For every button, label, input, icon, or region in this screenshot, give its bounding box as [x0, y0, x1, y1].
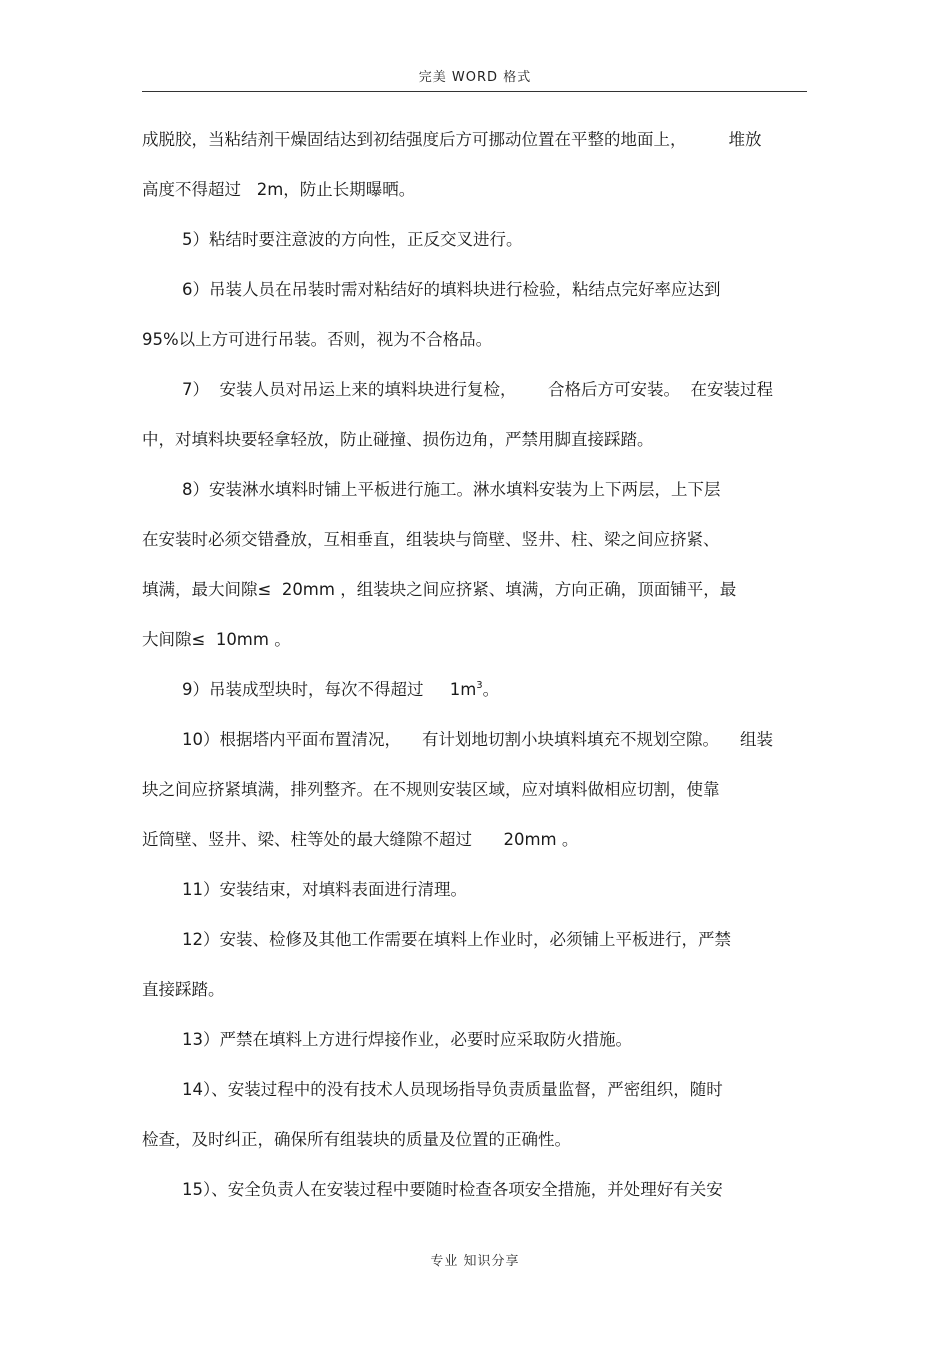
body-line-19: 13）严禁在填料上方进行焊接作业，必要时应采取防火措施。 [182, 1030, 632, 1049]
body-line-17: 12）安装、检修及其他工作需要在填料上作业时，必须铺上平板进行，严禁 [182, 930, 731, 949]
body-line-18: 直接踩踏。 [142, 980, 225, 999]
body-line-09: 在安装时必须交错叠放，互相垂直，组装块与筒壁、竖井、柱、梁之间应挤紧、 [142, 530, 720, 549]
body-line-06: 7） 安装人员对吊运上来的填料块进行复检， 合格后方可安装。 在安装过程 [182, 380, 773, 399]
body-line-22: 15）、安全负责人在安装过程中要随时检查各项安全措施，并处理好有关安 [182, 1180, 723, 1199]
body-line-10: 填满，最大间隙≤ 20mm ，组装块之间应挤紧、填满，方向正确，顶面铺平，最 [142, 580, 737, 599]
body-line-04: 6）吊装人员在吊装时需对粘结好的填料块进行检验，粘结点完好率应达到 [182, 280, 721, 299]
body-line-16: 11）安装结束，对填料表面进行清理。 [182, 880, 467, 899]
page-footer: 专业 知识分享 [430, 1254, 520, 1269]
body-line-03: 5）粘结时要注意波的方向性，正反交叉进行。 [182, 230, 523, 249]
body-line-08: 8）安装淋水填料时铺上平板进行施工。淋水填料安装为上下两层，上下层 [182, 480, 721, 499]
body-line-07: 中，对填料块要轻拿轻放，防止碰撞、损伤边角，严禁用脚直接踩踏。 [142, 430, 654, 449]
body-line-21: 检查，及时纠正，确保所有组装块的质量及位置的正确性。 [142, 1130, 571, 1149]
body-line-11: 大间隙≤ 10mm 。 [142, 630, 291, 649]
body-line-02: 高度不得超过 2m，防止长期曝晒。 [142, 180, 416, 199]
page-header: 完美 WORD 格式 [418, 70, 532, 85]
body-line-13: 10）根据塔内平面布置清况， 有计划地切割小块填料填充不规划空隙。 组装 [182, 730, 773, 749]
body-line-01: 成脱胶，当粘结剂干燥固结达到初结强度后方可挪动位置在平整的地面上， 堆放 [142, 130, 762, 149]
body-line-15: 近筒壁、竖井、梁、柱等处的最大缝隙不超过 20mm 。 [142, 830, 579, 849]
body-line-12 [182, 679, 499, 701]
body-line-20: 14）、安装过程中的没有技术人员现场指导负责质量监督，严密组织，随时 [182, 1080, 723, 1099]
superscript-exponent: 3 [476, 680, 483, 691]
body-line-05: 95%以上方可进行吊装。否则，视为不合格品。 [142, 330, 493, 349]
body-line-12-tail: 。 [482, 680, 500, 699]
body-line-12-text: 9）吊装成型块时，每次不得超过 1m [182, 680, 477, 699]
header-divider [142, 91, 807, 92]
body-line-14: 块之间应挤紧填满，排列整齐。在不规则安装区域，应对填料做相应切割，使靠 [142, 780, 720, 799]
